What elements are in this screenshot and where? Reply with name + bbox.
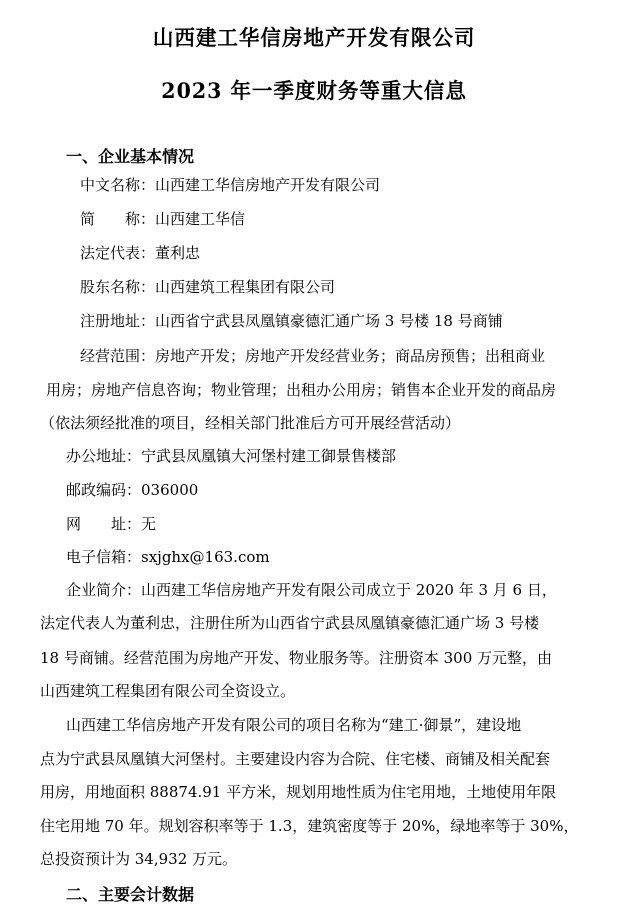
field-value: 山西建工华信 xyxy=(155,210,246,228)
field-legal-representative xyxy=(80,243,200,263)
field-label: 中文名称： xyxy=(80,176,156,194)
intro-line: 企业简介：山西建工华信房地产开发有限公司成立于 2020 年 3 月 6 日， xyxy=(66,581,557,599)
document-title: 山西建工华信房地产开发有限公司 xyxy=(152,25,476,50)
field-value: 山西建工华信房地产开发有限公司 xyxy=(155,176,381,194)
field-label: 简 称： xyxy=(80,210,156,228)
intro-line: 法定代表人为董利忠，注册住所为山西省宁武县凤凰镇豪德汇通广场 3 号楼 xyxy=(40,614,540,632)
project-line: 山西建工华信房地产开发有限公司的项目名称为“建工·御景”，建设地 xyxy=(66,716,522,734)
field-chinese-name xyxy=(80,175,380,195)
field-label: 股东名称： xyxy=(80,278,156,296)
field-value: 董利忠 xyxy=(155,244,201,262)
project-line: 住宅用地 70 年。规划容积率等于 1.3，建筑密度等于 20%，绿地率等于 30%， xyxy=(40,817,579,835)
document-subtitle: 2023 年一季度财务等重大信息 xyxy=(161,78,467,103)
field-registered-address xyxy=(80,311,503,331)
section-heading-basic-info: 一、企业基本情况 xyxy=(66,147,195,166)
business-scope-line: 用房；房地产信息咨询；物业管理；出租办公用房；销售本企业开发的商品房 xyxy=(46,381,557,399)
field-postcode xyxy=(66,480,198,500)
field-label: 法定代表： xyxy=(80,244,156,262)
project-line: 总投资预计为 34,932 万元。 xyxy=(40,850,238,868)
field-value: 无 xyxy=(141,515,157,533)
intro-line: 山西建筑工程集团有限公司全资设立。 xyxy=(40,682,296,700)
field-value: 山西省宁武县凤凰镇豪德汇通广场 3 号楼 18 号商铺 xyxy=(155,312,503,330)
field-shareholder xyxy=(80,277,335,297)
field-label: 电子信箱： xyxy=(66,548,142,566)
field-label: 注册地址： xyxy=(80,312,156,330)
business-scope-line: （依法须经批准的项目，经相关部门批准后方可开展经营活动） xyxy=(40,414,461,432)
business-scope-line: 经营范围：房地产开发；房地产开发经营业务；商品房预售；出租商业 xyxy=(80,347,546,365)
field-value: 宁武县凤凰镇大河堡村建工御景售楼部 xyxy=(141,447,397,465)
intro-line: 18 号商铺。经营范围为房地产开发、物业服务等。注册资本 300 万元整，由 xyxy=(40,649,553,667)
field-value: sxjghx@163.com xyxy=(141,548,270,566)
field-email xyxy=(66,547,270,567)
field-value: 山西建筑工程集团有限公司 xyxy=(155,278,336,296)
field-office-address xyxy=(66,446,396,466)
project-line: 用房，用地面积 88874.91 平方米，规划用地性质为住宅用地，土地使用年限 xyxy=(40,783,557,801)
field-label: 邮政编码： xyxy=(66,481,142,499)
field-label: 网 址： xyxy=(66,515,142,533)
field-website xyxy=(66,514,156,534)
field-value: 036000 xyxy=(141,481,199,499)
section-heading-accounting-data: 二、主要会计数据 xyxy=(66,885,195,904)
field-label: 办公地址： xyxy=(66,447,142,465)
field-short-name xyxy=(80,209,245,229)
project-line: 点为宁武县凤凰镇大河堡村。主要建设内容为合院、住宅楼、商铺及相关配套 xyxy=(40,750,551,768)
